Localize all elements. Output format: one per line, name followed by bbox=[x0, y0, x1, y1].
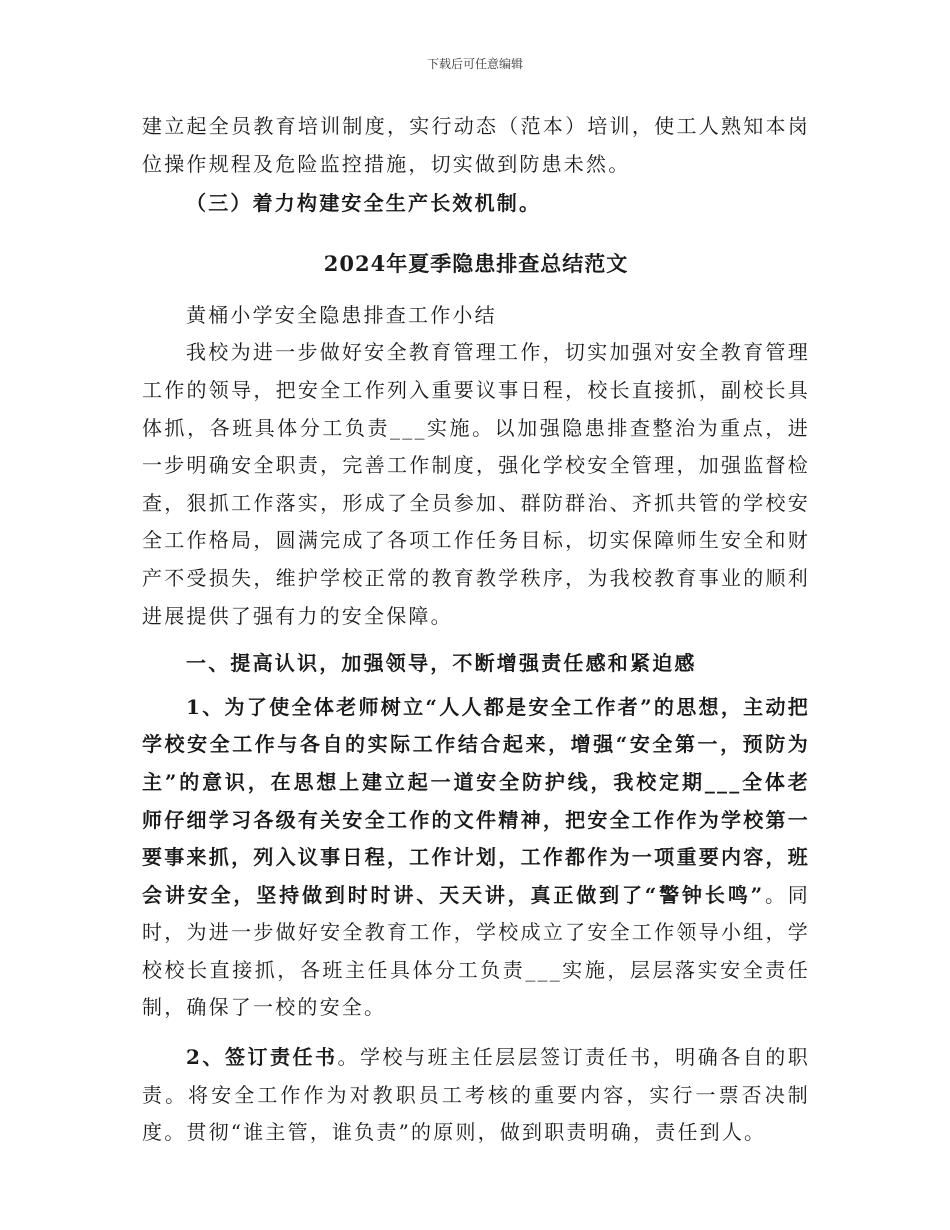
page-header: 下载后可任意编辑 bbox=[426, 57, 523, 71]
intro-paragraph: 我校为进一步做好安全教育管理工作，切实加强对安全教育管理工作的领导，把安全工作列入重要议事日程，校长直接抓，副校长具体抓，各班具体分工负责___实施。以加强隐患排查整治为重点，进一步明确安全职责，完善工作制度，强化学校安全管理，加强监督检查，狠抓工作落实，形成了全员参加、群防群治、齐抓共管的学校安全工作格局，圆满完成了各项工作任务目标，切实保障师生安全和财产不受损失，维护学校正常的教育教学秩序，为我校教育事业的顺利进展提供了强有力的安全保障。 bbox=[142, 340, 810, 628]
document-subtitle: 黄桶小学安全隐患排查工作小结 bbox=[186, 302, 497, 327]
paragraph-item-2 bbox=[142, 1039, 810, 1152]
paragraph-item-1 bbox=[142, 689, 810, 1027]
section-heading-1: 一、提高认识，加强领导，不断增强责任感和紧迫感 bbox=[186, 651, 697, 676]
section-heading-3: （三）着力构建安全生产长效机制。 bbox=[186, 191, 542, 216]
paragraph-item-2-rest: 。学校与班主任层层签订责任书，明确各自的职责。将安全工作作为对教职员工考核的重要内容，实行一票否决制度。贯彻“谁主管，谁负责”的原则，做到职责明确，责任到人。 bbox=[142, 1045, 810, 1145]
paragraph-item-1-bold: 1、为了使全体老师树立“人人都是安全工作者”的思想，主动把学校安全工作与各自的实际工作结合起来，增强“安全第一，预防为主”的意识，在思想上建立起一道安全防护线，我校定期___全体老师仔细学习各级有关安全工作的文件精神，把安全工作作为学校第一要事来抓，列入议事日程，工作计划，工作都作为一项重要内容，班会讲安全，坚持做到时时讲、天天讲，真正做到了“警钟长鸣” bbox=[142, 694, 810, 907]
paragraph-item-2-bold: 2、签订责任书 bbox=[186, 1045, 338, 1070]
paragraph-item-1-rest: 。同时，为进一步做好安全教育工作，学校成立了安全工作领导小组，学校校长直接抓，各班主任具体分工负责___实施，层层落实安全责任制，确保了一校的安全。 bbox=[142, 882, 811, 1020]
document-body bbox=[142, 108, 810, 1152]
paragraph-continued: 建立起全员教育培训制度，实行动态（范本）培训，使工人熟知本岗位操作规程及危险监控措施，切实做到防患未然。 bbox=[142, 114, 810, 176]
document-title: 2024年夏季隐患排查总结范文 bbox=[323, 250, 629, 276]
